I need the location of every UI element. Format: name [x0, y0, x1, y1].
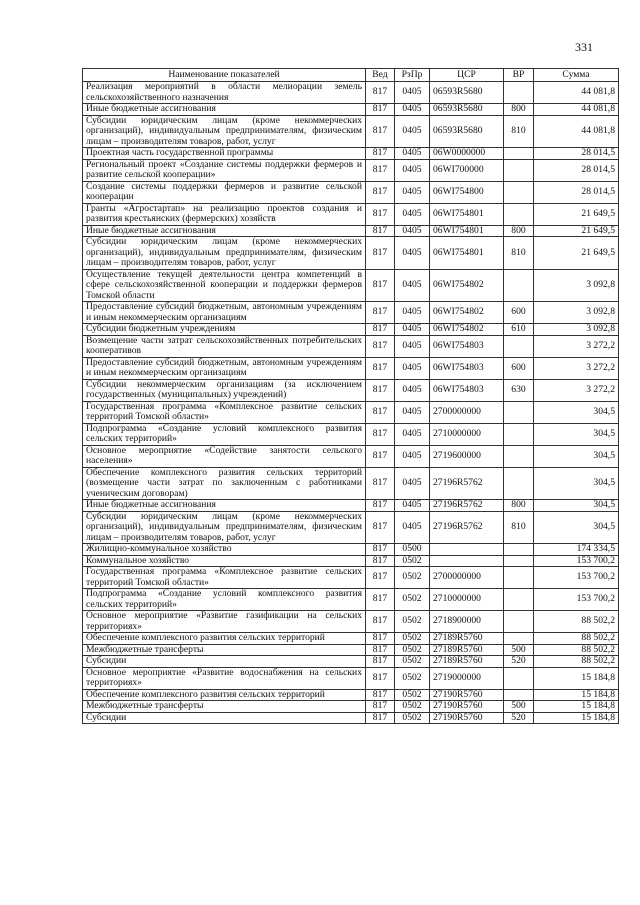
cell-vr: [504, 667, 534, 689]
cell-vr: 500: [504, 701, 534, 713]
cell-name: Жилищно-коммунальное хозяйство: [83, 544, 366, 556]
cell-name: Основное мероприятие «Содействие занятости сельского населения»: [83, 445, 366, 467]
cell-vr: 800: [504, 500, 534, 512]
cell-ved: 817: [366, 115, 395, 148]
table-row: [83, 423, 619, 445]
cell-vr: [504, 203, 534, 225]
cell-rzpr: 0405: [395, 445, 430, 467]
cell-vr: [504, 159, 534, 181]
cell-name: Субсидии некоммерческим организациям (за исключением государственных (муниципальных) учреждений): [83, 379, 366, 401]
cell-sum: 15 184,8: [534, 689, 619, 701]
cell-name: Проектная часть государственной программы: [83, 148, 366, 160]
cell-rzpr: 0405: [395, 423, 430, 445]
cell-ved: 817: [366, 148, 395, 160]
cell-name: Государственная программа «Комплексное развитие сельских территорий Томской области»: [83, 401, 366, 423]
table-row: [83, 611, 619, 633]
table-row: [83, 237, 619, 270]
cell-name: Основное мероприятие «Развитие водоснабжения на сельских территориях»: [83, 667, 366, 689]
cell-ved: 817: [366, 500, 395, 512]
cell-name: Предоставление субсидий бюджетным, автономным учреждениям и иным некоммерческим организациям: [83, 357, 366, 379]
cell-sum: 3 272,2: [534, 379, 619, 401]
cell-vr: [504, 633, 534, 645]
cell-name: Иные бюджетные ассигнования: [83, 500, 366, 512]
cell-vr: 520: [504, 656, 534, 668]
cell-vr: 810: [504, 511, 534, 544]
cell-ved: 817: [366, 181, 395, 203]
table-body: [83, 82, 619, 724]
table-row: [83, 500, 619, 512]
cell-name: Коммунальное хозяйство: [83, 555, 366, 567]
cell-sum: 153 700,2: [534, 567, 619, 589]
cell-ved: 817: [366, 589, 395, 611]
cell-rzpr: 0405: [395, 500, 430, 512]
cell-rzpr: 0405: [395, 104, 430, 116]
cell-sum: 28 014,5: [534, 159, 619, 181]
cell-csr: 27190R5760: [430, 701, 504, 713]
cell-rzpr: 0502: [395, 589, 430, 611]
header-name: Наименование показателей: [83, 69, 366, 82]
cell-rzpr: 0405: [395, 379, 430, 401]
cell-vr: [504, 589, 534, 611]
cell-vr: [504, 423, 534, 445]
cell-rzpr: 0405: [395, 302, 430, 324]
cell-csr: 06593R5680: [430, 104, 504, 116]
cell-ved: 817: [366, 712, 395, 724]
cell-csr: [430, 555, 504, 567]
cell-sum: 44 081,8: [534, 104, 619, 116]
cell-name: Иные бюджетные ассигнования: [83, 104, 366, 116]
table-row: [83, 644, 619, 656]
cell-csr: 06WI754801: [430, 225, 504, 237]
cell-ved: 817: [366, 611, 395, 633]
cell-ved: 817: [366, 633, 395, 645]
cell-csr: 27190R5760: [430, 712, 504, 724]
cell-vr: [504, 269, 534, 302]
cell-csr: [430, 544, 504, 556]
cell-rzpr: 0502: [395, 689, 430, 701]
cell-rzpr: 0405: [395, 237, 430, 270]
table-row: [83, 115, 619, 148]
cell-rzpr: 0405: [395, 225, 430, 237]
cell-vr: 600: [504, 357, 534, 379]
cell-vr: [504, 401, 534, 423]
cell-ved: 817: [366, 302, 395, 324]
cell-rzpr: 0502: [395, 555, 430, 567]
cell-ved: 817: [366, 467, 395, 500]
cell-csr: 06593R5680: [430, 82, 504, 104]
cell-sum: 15 184,8: [534, 667, 619, 689]
cell-name: Осуществление текущей деятельности центра компетенций в сфере сельскохозяйственной кооперации и поддержки фермеров Томской области: [83, 269, 366, 302]
cell-vr: 800: [504, 104, 534, 116]
cell-ved: 817: [366, 104, 395, 116]
cell-sum: 304,5: [534, 467, 619, 500]
cell-vr: 520: [504, 712, 534, 724]
cell-rzpr: 0500: [395, 544, 430, 556]
cell-vr: 600: [504, 302, 534, 324]
cell-sum: 21 649,5: [534, 225, 619, 237]
header-vr: ВР: [504, 69, 534, 82]
cell-name: Государственная программа «Комплексное развитие сельских территорий Томской области»: [83, 567, 366, 589]
cell-rzpr: 0405: [395, 115, 430, 148]
table-row: [83, 82, 619, 104]
cell-sum: 44 081,8: [534, 82, 619, 104]
table-row: [83, 589, 619, 611]
cell-csr: 27196R5762: [430, 511, 504, 544]
cell-rzpr: 0405: [395, 401, 430, 423]
cell-csr: 06WI754802: [430, 269, 504, 302]
cell-csr: 27196R5762: [430, 467, 504, 500]
cell-csr: 06WI754802: [430, 302, 504, 324]
cell-name: Межбюджетные трансферты: [83, 644, 366, 656]
cell-vr: [504, 335, 534, 357]
table-row: [83, 181, 619, 203]
cell-vr: [504, 567, 534, 589]
budget-table: [82, 68, 619, 724]
cell-rzpr: 0502: [395, 656, 430, 668]
cell-sum: 28 014,5: [534, 148, 619, 160]
cell-rzpr: 0405: [395, 357, 430, 379]
cell-csr: 2700000000: [430, 567, 504, 589]
cell-csr: 2710000000: [430, 423, 504, 445]
cell-sum: 3 092,8: [534, 302, 619, 324]
cell-ved: 817: [366, 689, 395, 701]
table-row: [83, 148, 619, 160]
table-header-row: [83, 69, 619, 82]
cell-ved: 817: [366, 701, 395, 713]
cell-vr: 810: [504, 115, 534, 148]
cell-vr: [504, 689, 534, 701]
table-row: [83, 302, 619, 324]
cell-sum: 3 092,8: [534, 269, 619, 302]
cell-name: Иные бюджетные ассигнования: [83, 225, 366, 237]
cell-csr: 06WI754801: [430, 203, 504, 225]
cell-ved: 817: [366, 335, 395, 357]
cell-sum: 88 502,2: [534, 611, 619, 633]
cell-rzpr: 0405: [395, 511, 430, 544]
cell-vr: [504, 467, 534, 500]
cell-name: Подпрограмма «Создание условий комплексного развития сельских территорий»: [83, 589, 366, 611]
cell-csr: 27190R5760: [430, 689, 504, 701]
cell-rzpr: 0405: [395, 148, 430, 160]
cell-ved: 817: [366, 324, 395, 336]
cell-ved: 817: [366, 567, 395, 589]
cell-vr: [504, 445, 534, 467]
table-row: [83, 555, 619, 567]
cell-csr: 06W0000000: [430, 148, 504, 160]
cell-rzpr: 0502: [395, 567, 430, 589]
cell-ved: 817: [366, 511, 395, 544]
cell-rzpr: 0405: [395, 324, 430, 336]
cell-vr: 630: [504, 379, 534, 401]
cell-ved: 817: [366, 159, 395, 181]
header-sum: Сумма: [534, 69, 619, 82]
table-row: [83, 511, 619, 544]
cell-vr: [504, 148, 534, 160]
cell-csr: 27189R5760: [430, 633, 504, 645]
cell-ved: 817: [366, 667, 395, 689]
cell-sum: 304,5: [534, 511, 619, 544]
cell-rzpr: 0405: [395, 82, 430, 104]
cell-name: Реализация мероприятий в области мелиорации земель сельскохозяйственного назначения: [83, 82, 366, 104]
table-row: [83, 656, 619, 668]
cell-ved: 817: [366, 445, 395, 467]
cell-vr: [504, 82, 534, 104]
cell-sum: 88 502,2: [534, 656, 619, 668]
cell-rzpr: 0502: [395, 667, 430, 689]
cell-name: Обеспечение комплексного развития сельских территорий: [83, 633, 366, 645]
cell-sum: 21 649,5: [534, 203, 619, 225]
cell-vr: [504, 544, 534, 556]
table-row: [83, 633, 619, 645]
cell-rzpr: 0502: [395, 644, 430, 656]
cell-ved: 817: [366, 357, 395, 379]
cell-name: Возмещение части затрат сельскохозяйственных потребительских кооперативов: [83, 335, 366, 357]
cell-name: Субсидии: [83, 656, 366, 668]
cell-name: Субсидии юридическим лицам (кроме некоммерческих организаций), индивидуальным предпринимателям, физическим лицам – производителям товаров, работ, услуг: [83, 237, 366, 270]
cell-name: Создание системы поддержки фермеров и развитие сельской кооперации: [83, 181, 366, 203]
cell-name: Субсидии юридическим лицам (кроме некоммерческих организаций), индивидуальным предпринимателям, физическим лицам – производителям товаров, работ, услуг: [83, 115, 366, 148]
cell-sum: 3 272,2: [534, 357, 619, 379]
table-row: [83, 379, 619, 401]
cell-sum: 153 700,2: [534, 555, 619, 567]
cell-csr: 06WI754802: [430, 324, 504, 336]
cell-csr: 06WI754800: [430, 181, 504, 203]
cell-sum: 88 502,2: [534, 633, 619, 645]
cell-rzpr: 0502: [395, 633, 430, 645]
cell-csr: 27189R5760: [430, 656, 504, 668]
cell-csr: 2719000000: [430, 667, 504, 689]
table-row: [83, 689, 619, 701]
cell-csr: 06WI754803: [430, 335, 504, 357]
cell-csr: 06WI754803: [430, 379, 504, 401]
cell-rzpr: 0502: [395, 712, 430, 724]
cell-sum: 15 184,8: [534, 701, 619, 713]
cell-rzpr: 0405: [395, 335, 430, 357]
cell-ved: 817: [366, 423, 395, 445]
cell-ved: 817: [366, 555, 395, 567]
cell-sum: 28 014,5: [534, 181, 619, 203]
cell-name: Основное мероприятие «Развитие газификации на сельских территориях»: [83, 611, 366, 633]
cell-rzpr: 0405: [395, 269, 430, 302]
cell-rzpr: 0405: [395, 203, 430, 225]
cell-vr: [504, 611, 534, 633]
cell-ved: 817: [366, 644, 395, 656]
cell-csr: 06WI700000: [430, 159, 504, 181]
cell-csr: 2700000000: [430, 401, 504, 423]
cell-rzpr: 0405: [395, 467, 430, 500]
cell-csr: 2719600000: [430, 445, 504, 467]
cell-name: Обеспечение комплексного развития сельских территорий (возмещение части затрат по заключенным с работниками ученическим договорам): [83, 467, 366, 500]
cell-ved: 817: [366, 269, 395, 302]
cell-vr: [504, 555, 534, 567]
cell-rzpr: 0502: [395, 611, 430, 633]
cell-csr: 2718900000: [430, 611, 504, 633]
cell-name: Подпрограмма «Создание условий комплексного развития сельских территорий»: [83, 423, 366, 445]
cell-ved: 817: [366, 203, 395, 225]
cell-csr: 27196R5762: [430, 500, 504, 512]
header-rzpr: РзПр: [395, 69, 430, 82]
header-csr: ЦСР: [430, 69, 504, 82]
cell-name: Субсидии бюджетным учреждениям: [83, 324, 366, 336]
cell-sum: 21 649,5: [534, 237, 619, 270]
header-ved: Вед: [366, 69, 395, 82]
cell-ved: 817: [366, 379, 395, 401]
table-row: [83, 467, 619, 500]
cell-rzpr: 0502: [395, 701, 430, 713]
cell-sum: 304,5: [534, 423, 619, 445]
table-row: [83, 335, 619, 357]
cell-rzpr: 0405: [395, 181, 430, 203]
cell-csr: 06WI754803: [430, 357, 504, 379]
table-row: [83, 567, 619, 589]
cell-sum: 153 700,2: [534, 589, 619, 611]
cell-ved: 817: [366, 401, 395, 423]
cell-name: Субсидии юридическим лицам (кроме некоммерческих организаций), индивидуальным предпринимателям, физическим лицам – производителям товаров, работ, услуг: [83, 511, 366, 544]
cell-sum: 304,5: [534, 401, 619, 423]
cell-ved: 817: [366, 82, 395, 104]
cell-name: Гранты «Агростартап» на реализацию проектов создания и развития крестьянских (фермерских) хозяйств: [83, 203, 366, 225]
cell-rzpr: 0405: [395, 159, 430, 181]
cell-sum: 3 272,2: [534, 335, 619, 357]
table-row: [83, 269, 619, 302]
page-number: 331: [575, 40, 593, 54]
cell-ved: 817: [366, 225, 395, 237]
table-row: [83, 324, 619, 336]
cell-sum: 304,5: [534, 445, 619, 467]
cell-csr: 06593R5680: [430, 115, 504, 148]
cell-name: Субсидии: [83, 712, 366, 724]
cell-sum: 304,5: [534, 500, 619, 512]
cell-sum: 44 081,8: [534, 115, 619, 148]
table-row: [83, 159, 619, 181]
cell-csr: 2710000000: [430, 589, 504, 611]
table-row: [83, 225, 619, 237]
table-row: [83, 544, 619, 556]
cell-sum: 15 184,8: [534, 712, 619, 724]
cell-vr: 500: [504, 644, 534, 656]
cell-csr: 06WI754801: [430, 237, 504, 270]
table-row: [83, 712, 619, 724]
table-row: [83, 701, 619, 713]
cell-ved: 817: [366, 656, 395, 668]
cell-csr: 27189R5760: [430, 644, 504, 656]
cell-name: Предоставление субсидий бюджетным, автономным учреждениям и иным некоммерческим организациям: [83, 302, 366, 324]
cell-name: Межбюджетные трансферты: [83, 701, 366, 713]
cell-vr: [504, 181, 534, 203]
cell-sum: 174 334,5: [534, 544, 619, 556]
table-row: [83, 203, 619, 225]
cell-ved: 817: [366, 544, 395, 556]
table-row: [83, 357, 619, 379]
cell-name: Обеспечение комплексного развития сельских территорий: [83, 689, 366, 701]
table-row: [83, 445, 619, 467]
cell-vr: 800: [504, 225, 534, 237]
cell-ved: 817: [366, 237, 395, 270]
cell-sum: 3 092,8: [534, 324, 619, 336]
table-row: [83, 667, 619, 689]
cell-vr: 610: [504, 324, 534, 336]
table-row: [83, 401, 619, 423]
table-row: [83, 104, 619, 116]
cell-name: Региональный проект «Создание системы поддержки фермеров и развитие сельской кооперации»: [83, 159, 366, 181]
cell-sum: 88 502,2: [534, 644, 619, 656]
cell-vr: 810: [504, 237, 534, 270]
